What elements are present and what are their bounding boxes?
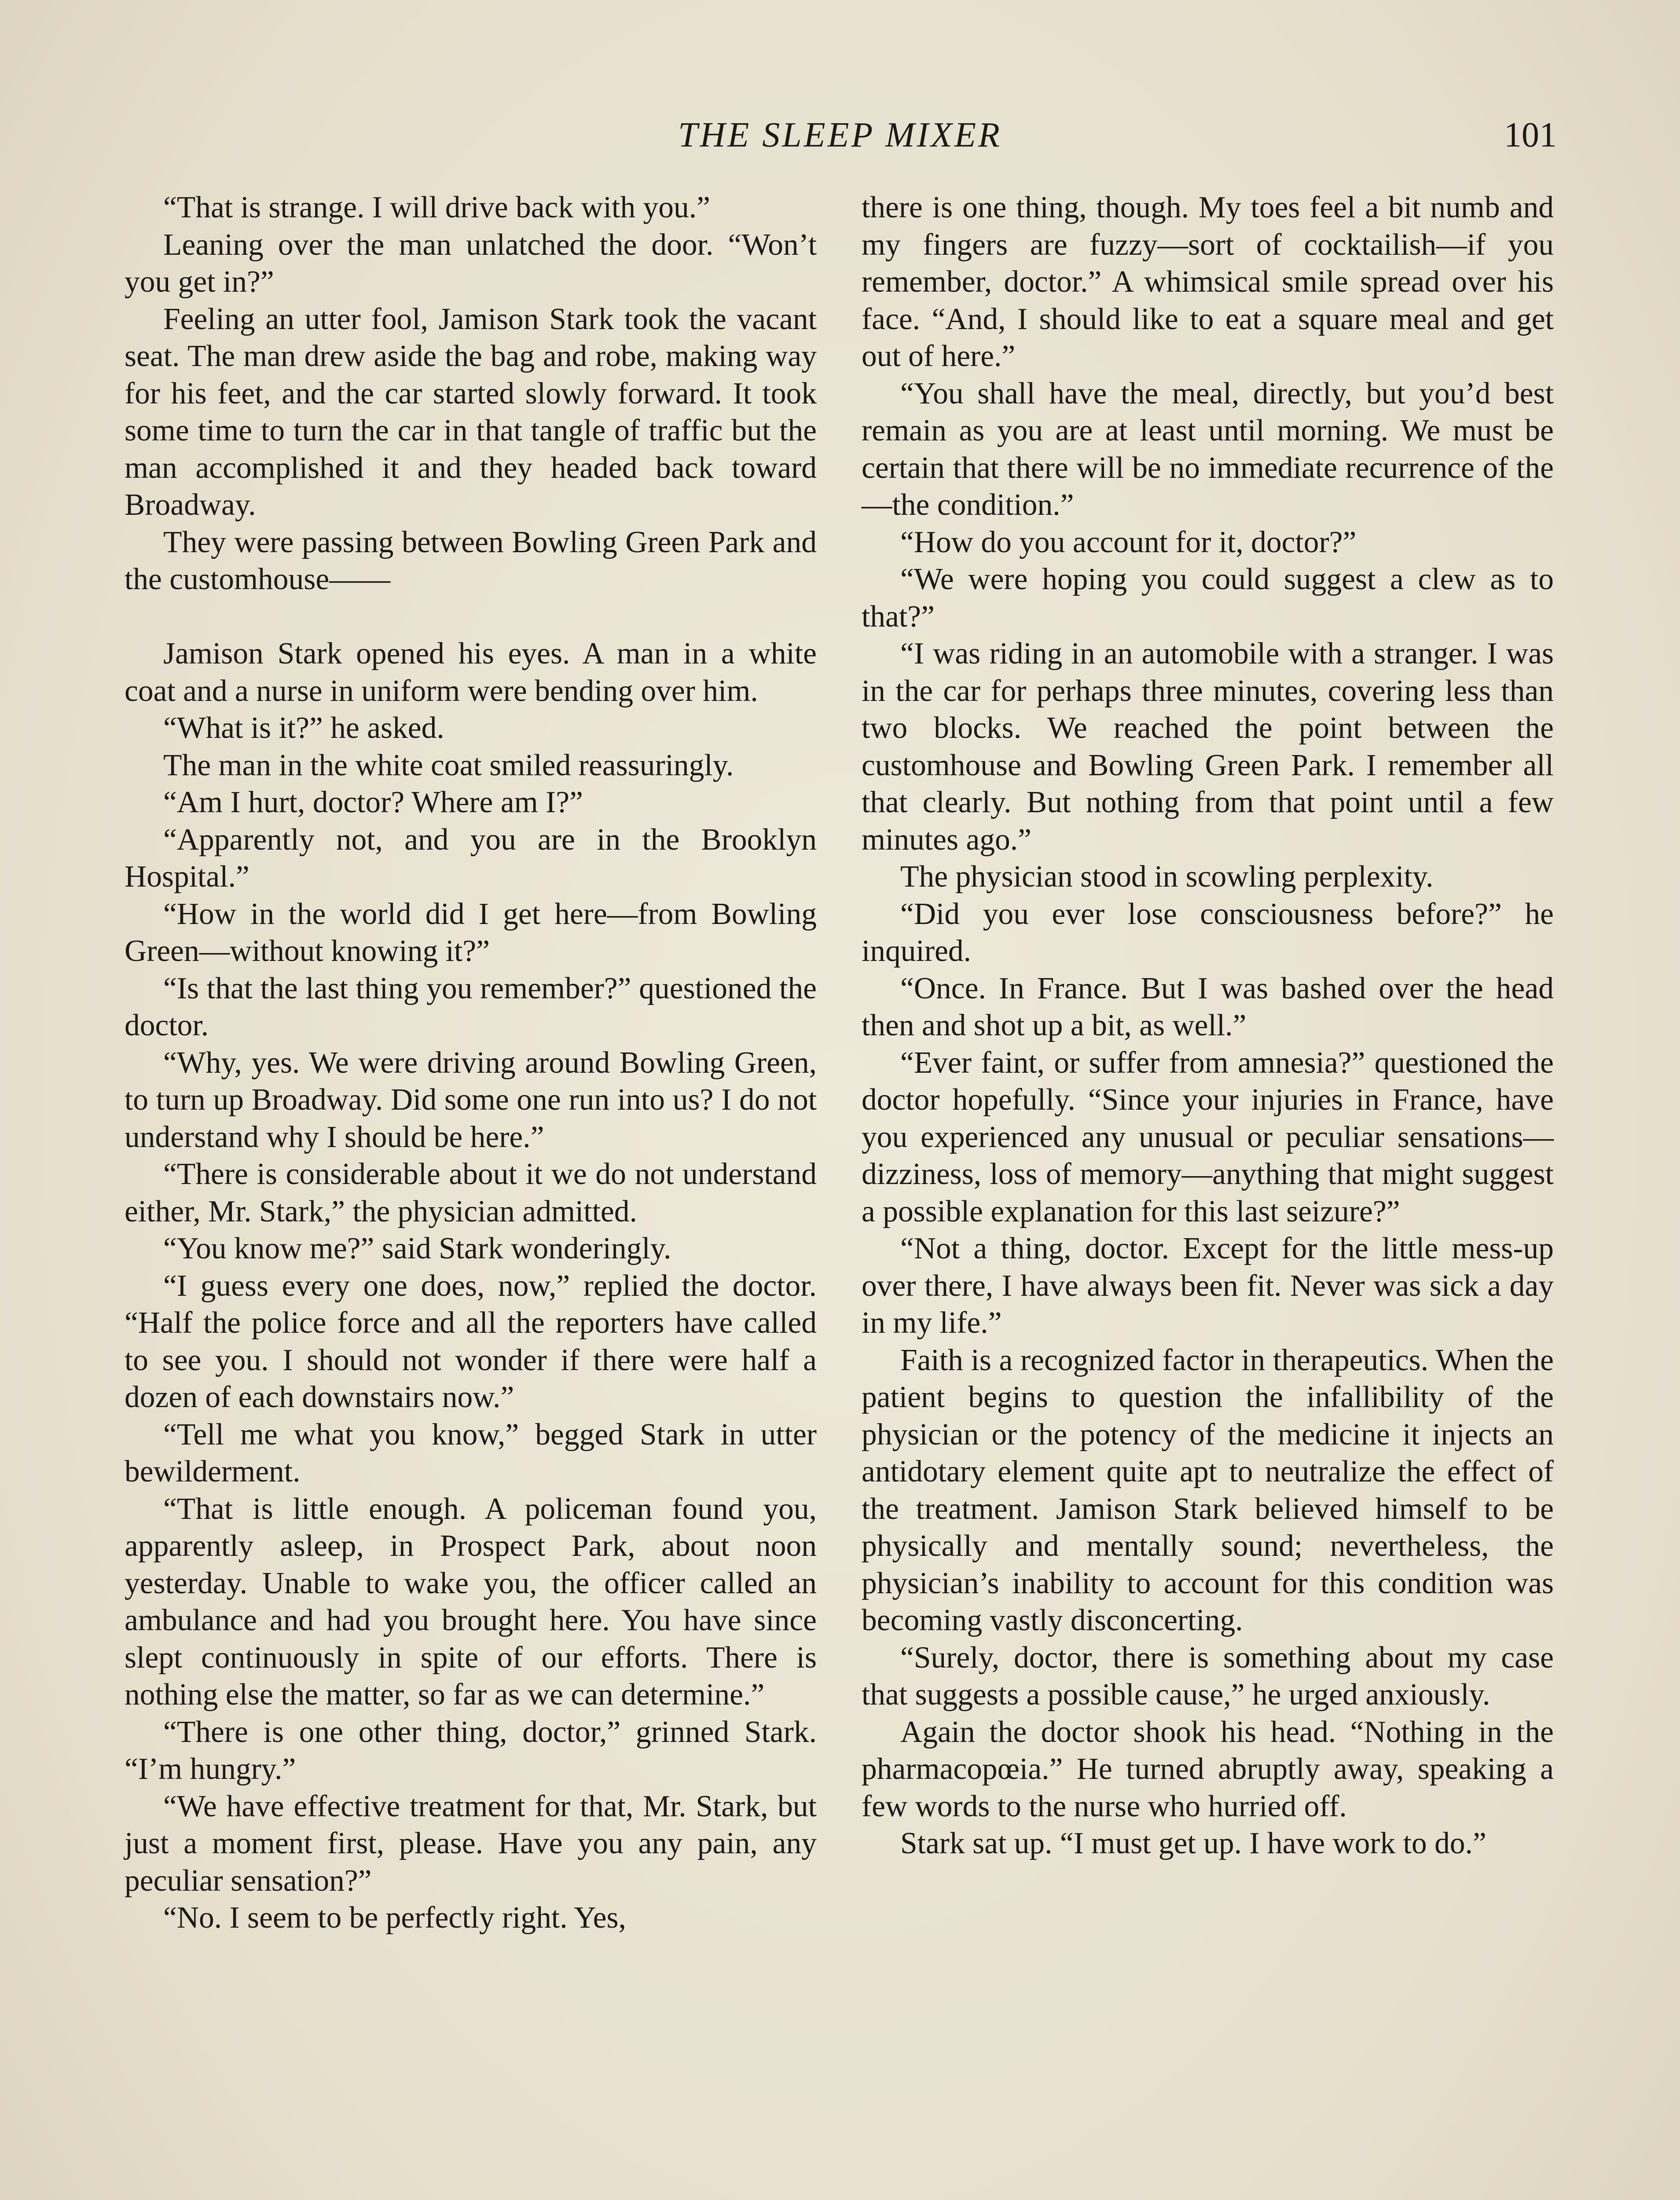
paragraph: “Am I hurt, doctor? Where am I?” (163, 785, 583, 819)
paragraph: “You know me?” said Stark wonderingly. (163, 1232, 671, 1265)
paragraph: there is one thing, though. My toes feel a bit numb and my fingers are fuzzy—sort of cocktailish—if you remember, doctor.” A whimsical smile spread over his face. “And, I should like to eat a square meal and get out of here.” (862, 191, 1554, 373)
paragraph: “There is considerable about it we do not understand either, Mr. Stark,” the physician admitted. (125, 1157, 817, 1228)
running-head (0, 115, 1680, 159)
right-column (862, 189, 1554, 2200)
paragraph: Jamison Stark opened his eyes. A man in a white coat and a nurse in uniform were bending over him. (125, 637, 817, 708)
paragraph: “What is it?” he asked. (163, 711, 444, 745)
paragraph: “Ever faint, or suffer from amnesia?” questioned the doctor hopefully. “Since your injuries in France, have you experienced any unusual or peculiar sensations—dizziness, loss of memory—anything that might suggest a possible explanation for this last seizure?” (862, 1045, 1554, 1228)
paragraph: They were passing between Bowling Green Park and the customhouse—— (125, 525, 817, 596)
paragraph: Again the doctor shook his head. “Nothing in the pharmacopœia.” He turned abruptly away, speaking a few words to the nurse who hurried off. (862, 1715, 1554, 1823)
paragraph: “We have effective treatment for that, Mr. Stark, but just a moment first, please. Have you any pain, any peculiar sensation?” (125, 1789, 817, 1898)
paragraph: “We were hoping you could suggest a clew as to that?” (862, 562, 1554, 634)
paragraph: “Surely, doctor, there is something about my case that suggests a possible cause,” he urged anxiously. (862, 1640, 1554, 1712)
paragraph: “Apparently not, and you are in the Brooklyn Hospital.” (125, 822, 817, 894)
paragraph: “I was riding in an automobile with a stranger. I was in the car for perhaps three minutes, covering less than two blocks. We reached the point between the customhouse and Bowling Green Park. I remember all that clearly. But nothing from that point until a few minutes ago.” (862, 637, 1554, 857)
paragraph: The physician stood in scowling perplexity. (900, 860, 1434, 894)
paragraph: Leaning over the man unlatched the door. “Won’t you get in?” (125, 227, 817, 299)
paragraph: “Not a thing, doctor. Except for the little mess-up over there, I have always been fit. Never was sick a day in my life.” (862, 1232, 1554, 1340)
paragraph: “Why, yes. We were driving around Bowling Green, to turn up Broadway. Did some one run into us? I do not understand why I should be here.” (125, 1045, 817, 1154)
page-number: 101 (1504, 116, 1557, 154)
paragraph: Faith is a recognized factor in therapeutics. When the patient begins to question the infallibility of the physician or the potency of the medicine it injects an antidotary element quite apt to neutralize the effect of the treatment. Jamison Stark believed himself to be physically and mentally sound; nevertheless, the physician’s inability to account for this condition was becoming vastly disconcerting. (862, 1343, 1554, 1637)
paragraph: “Is that the last thing you remember?” questioned the doctor. (125, 971, 817, 1042)
paragraph: “That is strange. I will drive back with you.” (163, 191, 710, 224)
paragraph: “That is little enough. A policeman found you, apparently asleep, in Prospect Park, about noon yesterday. Unable to wake you, the officer called an ambulance and had you brought here. You have since slept continuously in spite of our efforts. There is nothing else the matter, so far as we can determine.” (125, 1492, 817, 1712)
paragraph: “How in the world did I get here—from Bowling Green—without knowing it?” (125, 897, 817, 968)
paragraph: Feeling an utter fool, Jamison Stark took the vacant seat. The man drew aside the bag and robe, making way for his feet, and the car started slowly forward. It took some time to turn the car in that tangle of traffic but the man accomplished it and they headed back toward Broadway. (125, 302, 817, 522)
running-title: THE SLEEP MIXER (678, 116, 1002, 154)
paragraph: “Tell me what you know,” begged Stark in utter bewilderment. (125, 1417, 817, 1489)
paragraph: “Once. In France. But I was bashed over the head then and shot up a bit, as well.” (862, 971, 1554, 1042)
paragraph: “No. I seem to be perfectly right. Yes, (163, 1901, 626, 1935)
paragraph: Stark sat up. “I must get up. I have work to do.” (900, 1826, 1486, 1860)
paragraph: “I guess every one does, now,” replied the doctor. “Half the police force and all the reporters have called to see you. I should not wonder if there were half a dozen of each downstairs now.” (125, 1269, 817, 1414)
left-column (125, 189, 817, 2200)
paragraph: “There is one other thing, doctor,” grinned Stark. “I’m hungry.” (125, 1715, 817, 1786)
paragraph: “How do you account for it, doctor?” (900, 525, 1357, 559)
paragraph: The man in the white coat smiled reassuringly. (163, 748, 734, 782)
paragraph: “Did you ever lose consciousness before?” he inquired. (862, 897, 1554, 968)
section-break (125, 598, 817, 636)
paragraph: “You shall have the meal, directly, but you’d best remain as you are at least until morning. We must be certain that there will be no immediate recurrence of the—the condition.” (862, 376, 1554, 522)
